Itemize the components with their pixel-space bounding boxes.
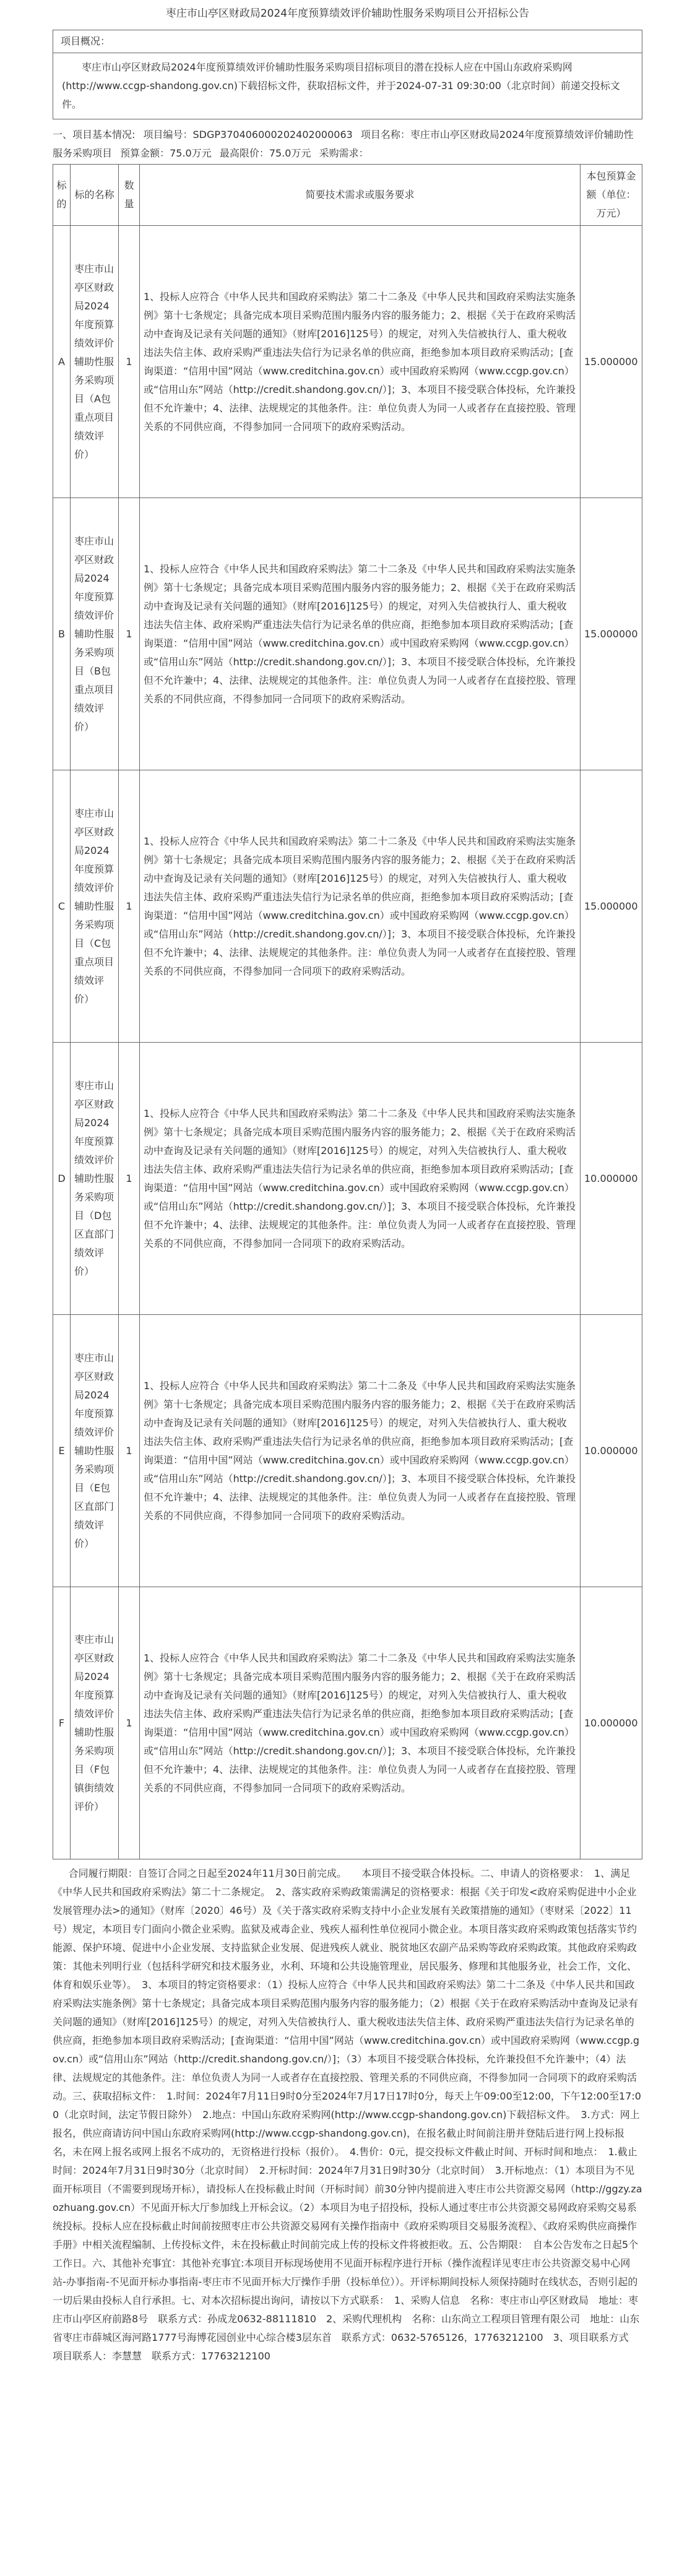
header-budget: 本包预算金额（单位：万元） <box>581 165 642 226</box>
lot-name: 枣庄市山亭区财政局2024年度预算绩效评价辅助性服务采购项目（C包重点项目绩效评价） <box>71 770 119 1043</box>
lot-quantity: 1 <box>119 498 140 770</box>
basic-info <box>53 126 642 163</box>
lot-id: E <box>53 1315 71 1587</box>
lot-name: 枣庄市山亭区财政局2024年度预算绩效评价辅助性服务采购项目（E包区直部门绩效评价） <box>71 1315 119 1587</box>
table-row <box>53 1315 642 1587</box>
project-overview-body: 枣庄市山亭区财政局2024年度预算绩效评价辅助性服务采购项目招标项目的潜在投标人应在中国山东政府采购网(http://www.ccgp-shandong.gov.cn)下载招标文件，获取招标文件，并于2024-07-31 09:30:00（北京时间）前递交投标文件。 <box>62 61 620 110</box>
lot-quantity: 1 <box>119 1315 140 1587</box>
lot-budget: 15.000000 <box>581 770 642 1043</box>
lot-id: A <box>53 226 71 498</box>
lot-id: C <box>53 770 71 1043</box>
table-row <box>53 1043 642 1315</box>
project-overview-header: 项目概况： <box>53 30 642 53</box>
project-name: 项目名称：枣庄市山亭区财政局2024年度预算绩效评价辅助性服务采购项目 <box>53 129 634 159</box>
table-row <box>53 770 642 1043</box>
budget-amount: 预算金额：75.0万元 <box>120 147 212 159</box>
lot-budget: 15.000000 <box>581 498 642 770</box>
lot-id: F <box>53 1587 71 1859</box>
header-lot-name: 标的名称 <box>71 165 119 226</box>
lot-quantity: 1 <box>119 1043 140 1315</box>
basic-info-section: 一、项目基本情况: <box>53 129 136 140</box>
lot-name: 枣庄市山亭区财政局2024年度预算绩效评价辅助性服务采购项目（F包镇街绩效评价） <box>71 1587 119 1859</box>
lot-requirements: 1、投标人应符合《中华人民共和国政府采购法》第二十二条及《中华人民共和国政府采购法实施条例》第十七条规定；具备完成本项目采购范围内服务内容的服务能力；2、根据《关于在政府采购活动中查询及记录有关问题的通知》（财库[2016]125号）的规定，对列入失信被执行人、重大税收违法失信主体、政府采购严重违法失信行为记录名单的供应商，拒绝参加本项目政府采购活动；[查询渠道：“信用中国”网站（www.creditchina.gov.cn）或中国政府采购网（www.ccgp.gov.cn）或“信用山东”网站（http://credit.shandong.gov.cn/）]；3、本项目不接受联合体投标，允许兼投但不允许兼中；4、法律、法规规定的其他条件。注：单位负责人为同一人或者存在直接控股、管理关系的不同供应商，不得参加同一合同项下的政府采购活动。 <box>140 770 581 1043</box>
lot-quantity: 1 <box>119 226 140 498</box>
table-row <box>53 498 642 770</box>
lot-requirements: 1、投标人应符合《中华人民共和国政府采购法》第二十二条及《中华人民共和国政府采购法实施条例》第十七条规定；具备完成本项目采购范围内服务内容的服务能力；2、根据《关于在政府采购活动中查询及记录有关问题的通知》（财库[2016]125号）的规定，对列入失信被执行人、重大税收违法失信主体、政府采购严重违法失信行为记录名单的供应商，拒绝参加本项目政府采购活动；[查询渠道：“信用中国”网站（www.creditchina.gov.cn）或中国政府采购网（www.ccgp.gov.cn）或“信用山东”网站（http://credit.shandong.gov.cn/）]；3、本项目不接受联合体投标，允许兼投但不允许兼中；4、法律、法规规定的其他条件。注：单位负责人为同一人或者存在直接控股、管理关系的不同供应商，不得参加同一合同项下的政府采购活动。 <box>140 1587 581 1859</box>
requirements-label: 采购需求： <box>319 147 369 159</box>
lot-budget: 15.000000 <box>581 226 642 498</box>
table-row <box>53 226 642 498</box>
header-requirements: 简要技术需求或服务要求 <box>140 165 581 226</box>
lot-budget: 10.000000 <box>581 1043 642 1315</box>
header-lot-id: 标的 <box>53 165 71 226</box>
lots-table <box>53 164 642 1859</box>
lot-quantity: 1 <box>119 1587 140 1859</box>
lot-id: D <box>53 1043 71 1315</box>
lot-requirements: 1、投标人应符合《中华人民共和国政府采购法》第二十二条及《中华人民共和国政府采购法实施条例》第十七条规定；具备完成本项目采购范围内服务内容的服务能力；2、根据《关于在政府采购活动中查询及记录有关问题的通知》（财库[2016]125号）的规定，对列入失信被执行人、重大税收违法失信主体、政府采购严重违法失信行为记录名单的供应商，拒绝参加本项目政府采购活动；[查询渠道：“信用中国”网站（www.creditchina.gov.cn）或中国政府采购网（www.ccgp.gov.cn）或“信用山东”网站（http://credit.shandong.gov.cn/）]；3、本项目不接受联合体投标，允许兼投但不允许兼中；4、法律、法规规定的其他条件。注：单位负责人为同一人或者存在直接控股、管理关系的不同供应商，不得参加同一合同项下的政府采购活动。 <box>140 1043 581 1315</box>
table-row <box>53 1587 642 1859</box>
lot-name: 枣庄市山亭区财政局2024年度预算绩效评价辅助性服务采购项目（B包重点项目绩效评价） <box>71 498 119 770</box>
lot-name: 枣庄市山亭区财政局2024年度预算绩效评价辅助性服务采购项目（D包区直部门绩效评价） <box>71 1043 119 1315</box>
notice-details: 合同履行期限：自签订合同之日起至2024年11月30日前完成。 本项目不接受联合体投标。二、申请人的资格要求： 1、满足《中华人民共和国政府采购法》第二十二条规定。 2、落实政府采购政策需满足的资格要求：根据《关于印发<政府采购促进中小企业发展管理办法>的通知》（财库〔2020〕46号）及《关于落实政府采购支持中小企业发展有关政策措施的通知》（枣财采〔2022〕11号）规定，本项目专门面向小微企业采购。监狱及戒毒企业、残疾人福利性单位视同小微企业。本项目落实政府采购政策包括落实节约能源、保护环境、促进中小企业发展、支持监狱企业发展、促进残疾人就业、脱贫地区农副产品采购等政府采购政策。其他政府采购政策：其他未列明行业（包括科学研究和技术服务业，水利、环境和公共设施管理业，居民服务、修理和其他服务业，社会工作，文化、体育和娱乐业等）。 3、本项目的特定资格要求：（1）投标人应符合《中华人民共和国政府采购法》第二十二条及《中华人民共和国政府采购法实施条例》第十七条规定；具备完成本项目采购范围内服务内容的服务能力；（2）根据《关于在政府采购活动中查询及记录有关问题的通知》（财库[2016]125号）的规定，对列入失信被执行人、重大税收违法失信主体、政府采购严重违法失信行为记录名单的供应商，拒绝参加本项目政府采购活动；[查询渠道：“信用中国”网站（www.creditchina.gov.cn）或中国政府采购网（www.ccgp.gov.cn）或“信用山东”网站（http://credit.shandong.gov.cn/）]；（3）本项目不接受联合体投标，允许兼投但不允许兼中；（4）法律、法规规定的其他条件。注：单位负责人为同一人或者存在直接控股、管理关系的不同供应商，不得参加同一合同项下的政府采购活动。三、获取招标文件： 1.时间：2024年7月11日9时0分至2024年7月17日17时0分，每天上午09:00至12:00，下午12:00至17:00（北京时间，法定节假日除外） 2.地点：中国山东政府采购网(http://www.ccgp-shandong.gov.cn)下载招标文件。 3.方式：网上报名，供应商请访问中国山东政府采购网(http://www.ccgp-shandong.gov.cn)，在报名截止时间前注册并登陆后进行网上投标报名，未在网上报名或网上报名不成功的，无资格进行投标（报价）。 4.售价：0元，提交投标文件截止时间、开标时间和地点： 1.截止时间：2024年7月31日9时30分（北京时间） 2.开标时间：2024年7月31日9时30分（北京时间） 3.开标地点：（1）本项目为不见面开标项目（不需要到现场开标），请投标人在投标截止时间（开标时间）前30分钟内提前进入枣庄市公共资源交易网（http://ggzy.zaozhuang.gov.cn）不见面开标大厅参加线上开标会议。（2）本项目为电子招投标，投标人通过枣庄市公共资源交易网政府采购交易系统投标。投标人应在投标截止时间前按照枣庄市公共资源交易网有关操作指南中《政府采购项目交易服务流程》、《政府采购供应商操作手册》中相关流程编制、上传投标文件，未在投标截止时间前完成上传的投标文件将被拒收。五、公告期限： 自本公告发布之日起5个工作日。六、其他补充事宜：其他补充事宜:本项目开标现场使用不见面开标程序进行开标（操作流程详见枣庄市公共资源交易中心网站-办事指南-不见面开标办事指南-枣庄市不见面开标大厅操作手册（投标单位））。开评标期间投标人须保持随时在线状态，否则引起的一切后果由投标人自行承担。七、对本次招标提出询问，请按以下方式联系： 1、采购人信息 名称：枣庄市山亭区财政局 地址：枣庄市山亭区府前路8号 联系方式：孙成龙0632-88111810 2、采购代理机构 名称：山东尚立工程项目管理有限公司 地址：山东省枣庄市薛城区海河路1777号海博花园创业中心综合楼3层东首 联系方式：0632-5765126，17763212100 3、项目联系方式 项目联系人：李慧慧 联系方式：17763212100 <box>53 1867 642 2362</box>
lot-requirements: 1、投标人应符合《中华人民共和国政府采购法》第二十二条及《中华人民共和国政府采购法实施条例》第十七条规定；具备完成本项目采购范围内服务内容的服务能力；2、根据《关于在政府采购活动中查询及记录有关问题的通知》（财库[2016]125号）的规定，对列入失信被执行人、重大税收违法失信主体、政府采购严重违法失信行为记录名单的供应商，拒绝参加本项目政府采购活动；[查询渠道：“信用中国”网站（www.creditchina.gov.cn）或中国政府采购网（www.ccgp.gov.cn）或“信用山东”网站（http://credit.shandong.gov.cn/）]；3、本项目不接受联合体投标，允许兼投但不允许兼中；4、法律、法规规定的其他条件。注：单位负责人为同一人或者存在直接控股、管理关系的不同供应商，不得参加同一合同项下的政府采购活动。 <box>140 498 581 770</box>
lot-budget: 10.000000 <box>581 1587 642 1859</box>
page-title: 枣庄市山亭区财政局2024年度预算绩效评价辅助性服务采购项目公开招标公告 <box>165 7 530 20</box>
project-overview-box <box>53 30 642 119</box>
header-quantity: 数量 <box>119 165 140 226</box>
lot-budget: 10.000000 <box>581 1315 642 1587</box>
lot-quantity: 1 <box>119 770 140 1043</box>
lot-requirements: 1、投标人应符合《中华人民共和国政府采购法》第二十二条及《中华人民共和国政府采购法实施条例》第十七条规定；具备完成本项目采购范围内服务内容的服务能力；2、根据《关于在政府采购活动中查询及记录有关问题的通知》（财库[2016]125号）的规定，对列入失信被执行人、重大税收违法失信主体、政府采购严重违法失信行为记录名单的供应商，拒绝参加本项目政府采购活动；[查询渠道：“信用中国”网站（www.creditchina.gov.cn）或中国政府采购网（www.ccgp.gov.cn）或“信用山东”网站（http://credit.shandong.gov.cn/）]；3、本项目不接受联合体投标，允许兼投但不允许兼中；4、法律、法规规定的其他条件。注：单位负责人为同一人或者存在直接控股、管理关系的不同供应商，不得参加同一合同项下的政府采购活动。 <box>140 226 581 498</box>
table-header-row <box>53 165 642 226</box>
lot-requirements: 1、投标人应符合《中华人民共和国政府采购法》第二十二条及《中华人民共和国政府采购法实施条例》第十七条规定；具备完成本项目采购范围内服务内容的服务能力；2、根据《关于在政府采购活动中查询及记录有关问题的通知》（财库[2016]125号）的规定，对列入失信被执行人、重大税收违法失信主体、政府采购严重违法失信行为记录名单的供应商，拒绝参加本项目政府采购活动；[查询渠道：“信用中国”网站（www.creditchina.gov.cn）或中国政府采购网（www.ccgp.gov.cn）或“信用山东”网站（http://credit.shandong.gov.cn/）]；3、本项目不接受联合体投标，允许兼投但不允许兼中；4、法律、法规规定的其他条件。注：单位负责人为同一人或者存在直接控股、管理关系的不同供应商，不得参加同一合同项下的政府采购活动。 <box>140 1315 581 1587</box>
max-price: 最高限价：75.0万元 <box>219 147 311 159</box>
lot-name: 枣庄市山亭区财政局2024年度预算绩效评价辅助性服务采购项目（A包重点项目绩效评价） <box>71 226 119 498</box>
lot-id: B <box>53 498 71 770</box>
project-code: 项目编号：SDGP370406000202402000063 <box>143 129 353 140</box>
